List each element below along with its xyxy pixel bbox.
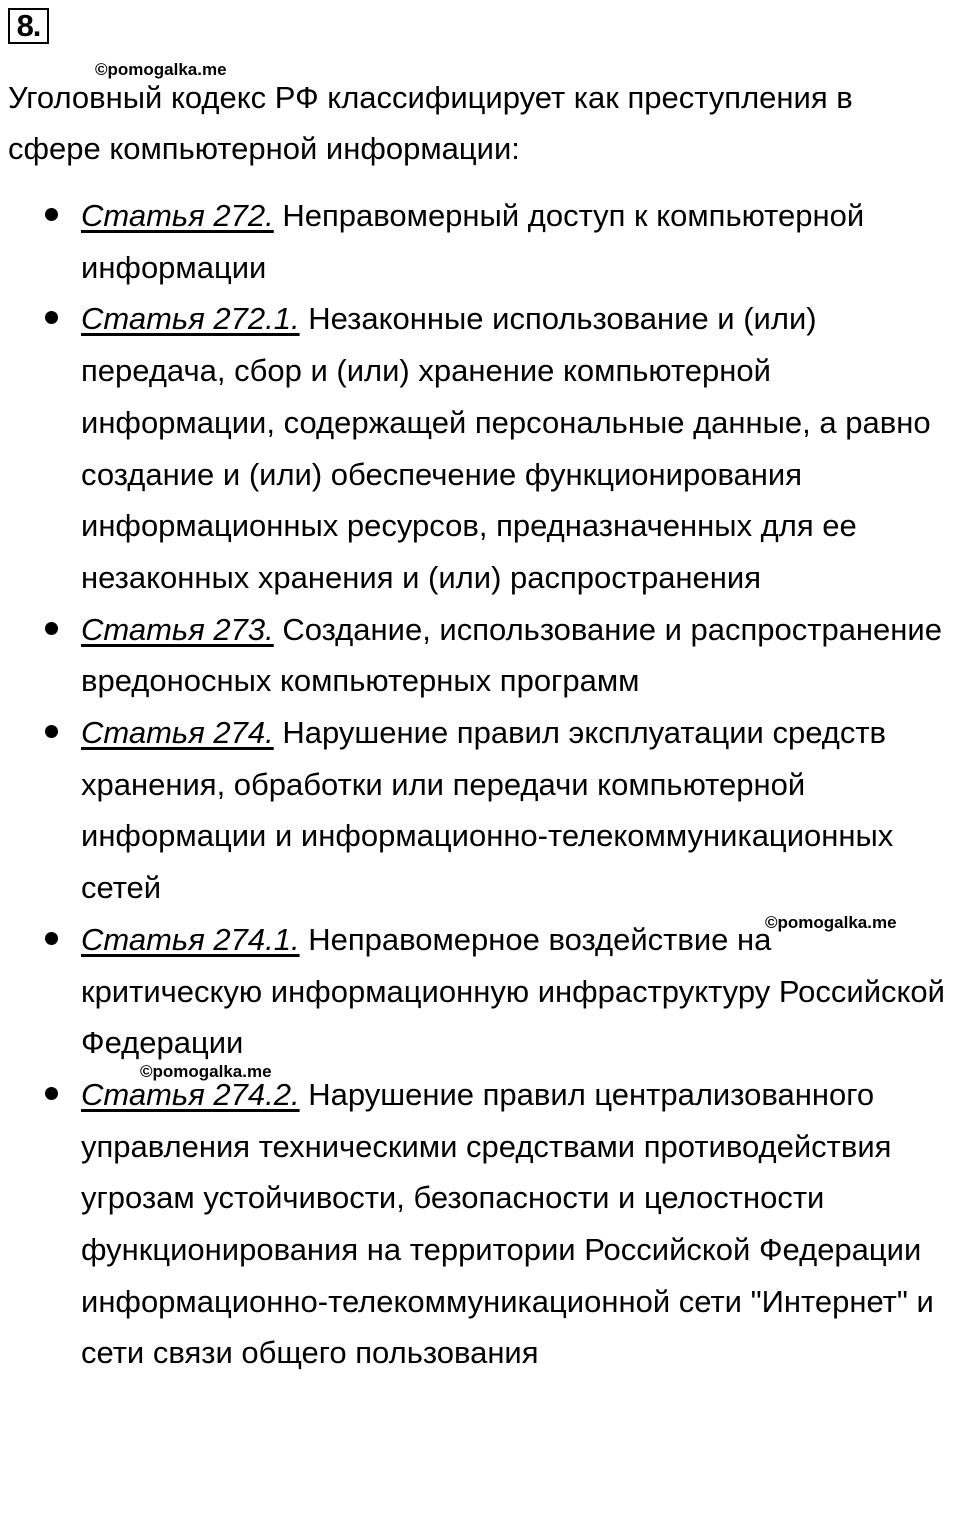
list-item bbox=[0, 707, 960, 914]
article-description: Нарушение правил централизованного управления техническими средствами противодействия угрозам устойчивости, безопасности и целостности функционирования на территории Российской Федерации информационно-телекоммуникационной сети "Интернет" и сети связи общего пользования bbox=[81, 1076, 934, 1371]
article-description: Неправомерное воздействие на критическую информационную инфраструктуру Российской Федерации bbox=[81, 921, 945, 1061]
bullet-icon bbox=[45, 622, 58, 635]
bullet-icon bbox=[45, 725, 58, 738]
article-reference: Статья 274. bbox=[81, 715, 274, 751]
bullet-icon bbox=[45, 208, 58, 221]
list-item bbox=[0, 914, 960, 1069]
article-description: Нарушение правил эксплуатации средств хранения, обработки или передачи компьютерной информации и информационно-телекоммуникационных сетей bbox=[81, 715, 894, 906]
article-description: Неправомерный доступ к компьютерной информации bbox=[81, 198, 865, 285]
intro-text: Уголовный кодекс РФ классифицирует как преступления в сфере компьютерной информации: bbox=[8, 80, 853, 166]
list-item bbox=[0, 293, 960, 603]
article-description: Создание, использование и распространение вредоносных компьютерных программ bbox=[81, 611, 942, 699]
list-item bbox=[0, 1069, 960, 1379]
bullet-icon bbox=[45, 311, 58, 324]
article-list bbox=[0, 190, 960, 1379]
watermark: ©pomogalka.me bbox=[765, 913, 897, 932]
task-number: 8. bbox=[8, 8, 49, 44]
list-item bbox=[0, 190, 960, 293]
bullet-icon bbox=[45, 932, 58, 945]
list-item bbox=[0, 604, 960, 707]
watermark: ©pomogalka.me bbox=[95, 60, 227, 79]
watermark: ©pomogalka.me bbox=[140, 1062, 272, 1081]
article-reference: Статья 272.1. bbox=[81, 301, 300, 337]
article-reference: Статья 274.2. bbox=[81, 1076, 300, 1112]
article-description: Незаконные использование и (или) передача, сбор и (или) хранение компьютерной информации, содержащей персональные данные, а равно создание и (или) обеспечение функционирования информационных ресурсов, предназначенных для ее незаконных хранения и (или) распространения bbox=[81, 301, 931, 595]
article-reference: Статья 272. bbox=[81, 198, 274, 233]
article-reference: Статья 273. bbox=[81, 611, 274, 647]
article-reference: Статья 274.1. bbox=[81, 921, 300, 957]
bullet-icon bbox=[45, 1087, 58, 1100]
